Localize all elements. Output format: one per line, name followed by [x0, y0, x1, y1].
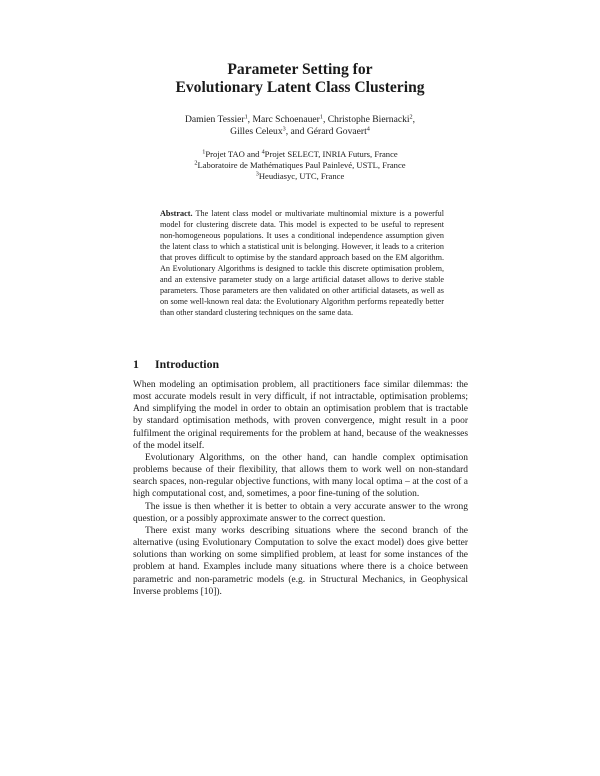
- body-paragraph: There exist many works describing situations where the second branch of the alternative (using Evolutionary Computation to solve the exact model) does give better solutions than working on some simplified problem, at least for some instances of the problem at hand. Examples include many situations where there is a choice between parametric and non-parametric models (e.g. in Structural Mechanics, in Geophysical Inverse problems [10]).: [133, 525, 468, 597]
- abstract-label: Abstract.: [160, 209, 193, 218]
- affiliation-text: Projet SELECT, INRIA Futurs, France: [264, 149, 398, 159]
- body-text: [133, 379, 468, 598]
- affiliation-mark: 2: [194, 159, 198, 167]
- author-affiliation-mark: 2: [409, 113, 413, 121]
- section-title: Introduction: [155, 357, 220, 371]
- author-name: Damien Tessier: [184, 114, 245, 125]
- abstract: [160, 208, 444, 318]
- author-name: Marc Schoenauer: [252, 114, 320, 125]
- affiliation-mark: 3: [255, 170, 259, 178]
- author-affiliation-mark: 3: [282, 125, 286, 133]
- affiliation-line-2: [0, 160, 600, 170]
- affiliation-text: Projet TAO and: [205, 149, 262, 159]
- affiliation-mark: 4: [261, 148, 265, 156]
- paper-title-line-1: Parameter Setting for: [227, 61, 373, 78]
- affiliation-text: Laboratoire de Mathématiques Paul Painlevé, USTL, France: [197, 160, 406, 170]
- paper-title-line-2: Evolutionary Latent Class Clustering: [175, 79, 425, 96]
- author-name: Gilles Celeux: [230, 126, 283, 137]
- author-affiliation-mark: 1: [244, 113, 248, 121]
- affiliation-line-3: [0, 171, 600, 181]
- author-name: Gérard Govaert: [306, 126, 367, 137]
- abstract-text: The latent class model or multivariate multinomial mixture is a powerful model for clustering discrete data. This model is expected to be useful to represent non-homogeneous populations. It uses a conditional independence assumption given the latent class to which a statistical unit is belonging. However, it leads to a criterion that proves difficult to optimise by the standard approach based on the EM algorithm. An Evolutionary Algorithms is designed to tackle this discrete optimisation problem, and an extensive parameter study on a large artificial dataset allows to derive stable parameters. Those parameters are then validated on other artificial datasets, as well as on some well-known real data: the Evolutionary Algorithm performs repeatedly better than other standard clustering techniques on the same data.: [160, 209, 444, 318]
- body-paragraph: The issue is then whether it is better to obtain a very accurate answer to the wrong question, or a possibly approximate answer to the correct question.: [133, 501, 468, 524]
- author-name: Christophe Biernacki: [327, 114, 410, 125]
- body-paragraph: Evolutionary Algorithms, on the other hand, can handle complex optimisation problems because of their flexibility, that allows them to work well on non-standard search spaces, non-regular objective functions, with many local optima – at the cost of a high computational cost, and, sometimes, a poor fine-tuning of the solution.: [133, 452, 468, 500]
- affiliation-text: Heudiasyc, UTC, France: [258, 171, 345, 181]
- author-affiliation-mark: 4: [366, 125, 370, 133]
- section-number: 1: [133, 357, 139, 371]
- author-line-2: Gilles Celeux$^3$, and Gérard Govaert$^4$: [230, 125, 370, 137]
- author-affiliation-mark: 1: [319, 113, 323, 121]
- affiliation-line-1: [0, 149, 600, 159]
- body-paragraph: When modeling an optimisation problem, all practitioners face similar dilemmas: the most accurate models result in very difficult, if not intractable, optimisation problems; And simplifying the model in order to obtain an optimisation problem that is tractable by standard optimisation methods, with proven convergence, might result in a poor fulfilment the original requirements for the problem at hand, because of the weaknesses of the model itself.: [133, 380, 468, 451]
- author-line-1: Damien Tessier$^1$, Marc Schoenauer$^1$, Christophe Biernacki$^2$,: [184, 113, 416, 125]
- section-heading: [133, 357, 473, 371]
- affiliation-mark: 1: [202, 148, 206, 156]
